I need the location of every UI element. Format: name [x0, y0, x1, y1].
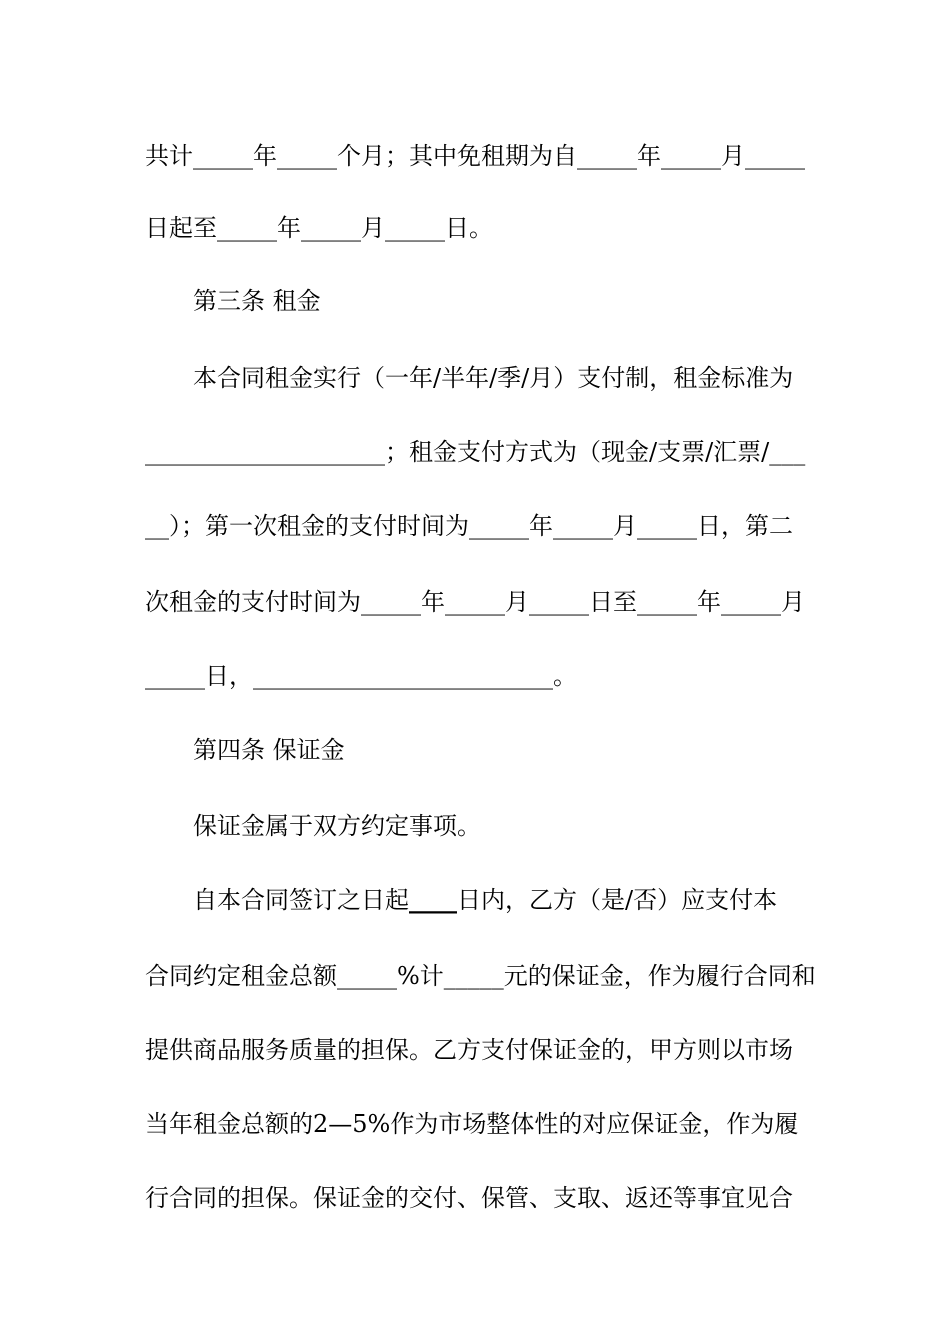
- text-line: 次租金的支付时间为_____年_____月_____日至_____年_____月: [145, 588, 805, 616]
- text-line: 保证金属于双方约定事项。: [193, 812, 481, 840]
- text-segment: 日内，乙方（是/否）应支付本: [457, 886, 778, 914]
- text-line: ____________________；租金支付方式为（现金/支票/汇票/___: [145, 438, 806, 466]
- text-line: 行合同的担保。保证金的交付、保管、支取、返还等事宜见合: [145, 1184, 793, 1212]
- text-line: [193, 884, 863, 916]
- text-line: _____日，_________________________。: [145, 662, 577, 690]
- text-line: 本合同租金实行（一年/半年/季/月）支付制，租金标准为: [193, 364, 794, 392]
- section-heading-deposit: 第四条 保证金: [193, 736, 345, 764]
- text-segment: 自本合同签订之日起: [193, 886, 409, 914]
- section-heading-rent: 第三条 租金: [193, 287, 321, 315]
- text-line: 日起至_____年_____月_____日。: [145, 214, 493, 242]
- text-line: 共计_____年_____个月；其中免租期为自_____年_____月_____: [145, 142, 805, 170]
- text-line: 提供商品服务质量的担保。乙方支付保证金的，甲方则以市场: [145, 1036, 793, 1064]
- text-line: __）；第一次租金的支付时间为_____年_____月_____日，第二: [145, 512, 793, 540]
- text-line: 合同约定租金总额_____%计_____元的保证金，作为履行合同和: [145, 962, 816, 990]
- text-line: 当年租金总额的2—5%作为市场整体性的对应保证金，作为履: [145, 1110, 799, 1138]
- blank-field: ____: [409, 885, 457, 914]
